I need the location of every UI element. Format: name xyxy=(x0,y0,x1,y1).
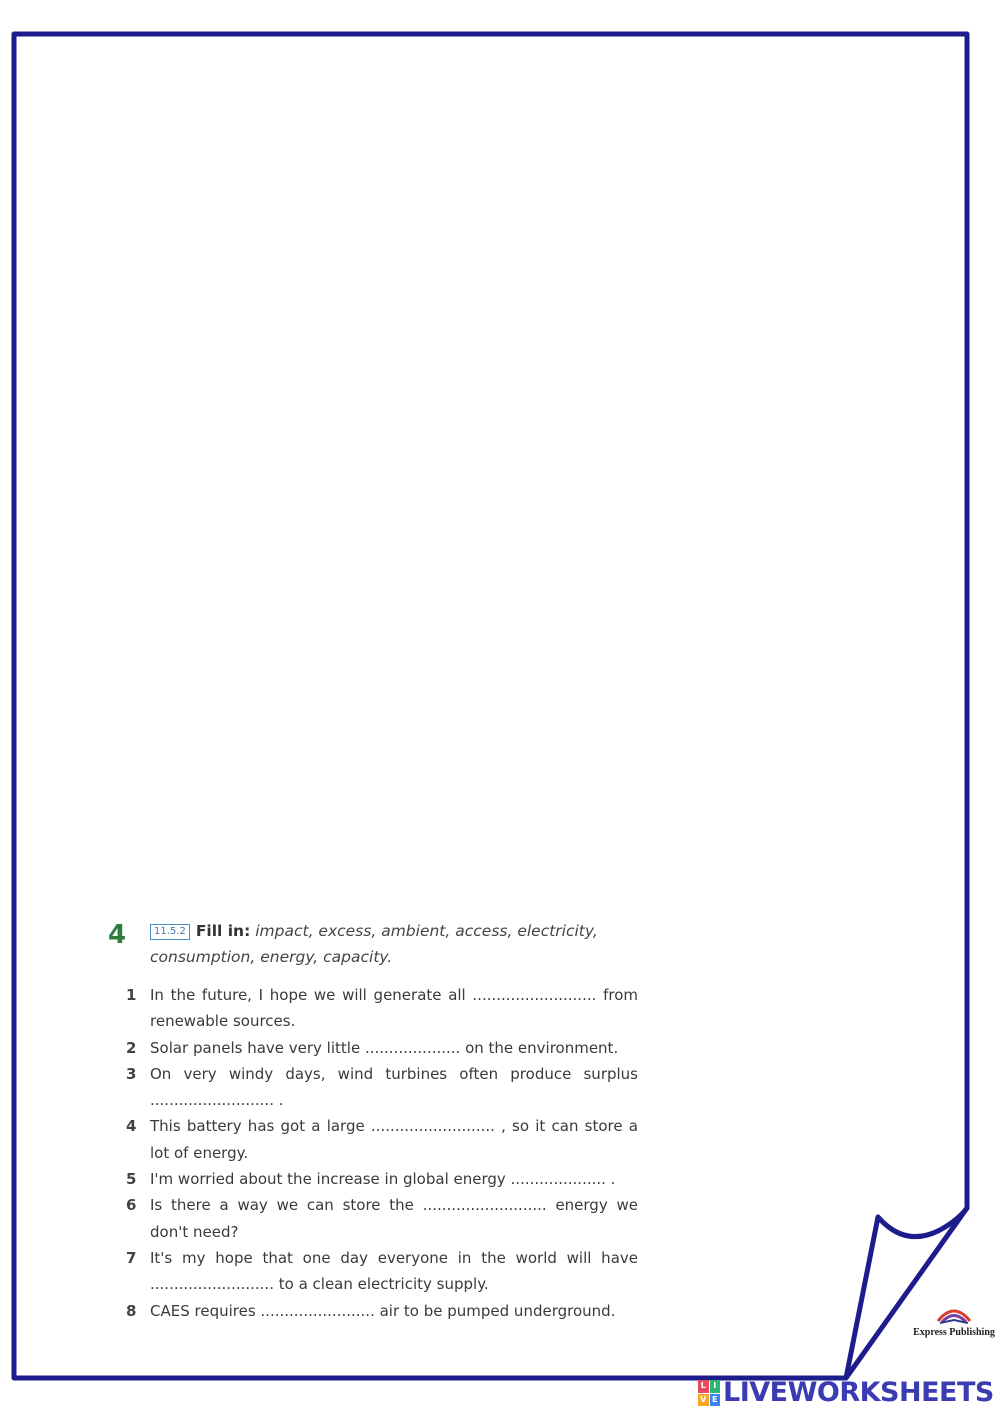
exercise-items xyxy=(108,982,638,1324)
item-text: I'm worried about the increase in global energy .................... . xyxy=(150,1170,616,1189)
item-number: 5 xyxy=(126,1170,137,1189)
exercise-item xyxy=(108,1245,638,1298)
word-list: impact, excess, ambient, access, electricity, consumption, energy, capacity. xyxy=(150,922,598,966)
exercise-item xyxy=(108,1061,638,1114)
publisher-logo xyxy=(906,1303,1000,1339)
exercise-item xyxy=(108,1166,638,1192)
item-text: This battery has got a large .......................... , so it can store a lot of energy. xyxy=(150,1117,638,1162)
item-number: 3 xyxy=(126,1064,137,1083)
exercise-item xyxy=(108,1113,638,1166)
instruction-label: Fill in: xyxy=(195,922,251,940)
item-number: 6 xyxy=(126,1196,137,1215)
badge-letter: L xyxy=(698,1380,709,1393)
liveworksheets-wordmark: LIVEWORKSHEETS xyxy=(723,1377,994,1408)
item-text: It's my hope that one day everyone in the world will have .......................... to a clean electricity supply. xyxy=(150,1248,638,1294)
liveworksheets-badge-icon xyxy=(698,1380,720,1406)
item-text: Is there a way we can store the .......................... energy we don't need? xyxy=(150,1196,638,1241)
exercise-item xyxy=(108,1192,638,1245)
exercise-number: 4 xyxy=(108,920,127,950)
reference-badge: 11.5.2 xyxy=(150,924,190,940)
item-number: 2 xyxy=(126,1038,137,1057)
exercise-heading xyxy=(108,918,638,970)
item-text: Solar panels have very little .................... on the environment. xyxy=(150,1038,619,1057)
item-text: CAES requires ........................ air to be pumped underground. xyxy=(150,1301,616,1320)
item-number: 1 xyxy=(126,986,137,1004)
exercise-item xyxy=(108,1298,638,1324)
item-text: On very windy days, wind turbines often produce surplus .......................... . xyxy=(150,1064,638,1110)
badge-letter: E xyxy=(710,1394,721,1407)
liveworksheets-logo xyxy=(698,1378,994,1408)
exercise-4 xyxy=(108,918,638,1324)
exercise-item xyxy=(108,1035,638,1061)
item-number: 4 xyxy=(126,1117,137,1136)
badge-letter: V xyxy=(698,1394,709,1407)
badge-letter: I xyxy=(710,1380,721,1393)
open-book-icon xyxy=(934,1303,974,1325)
item-number: 7 xyxy=(126,1248,137,1267)
item-text: In the future, I hope we will generate all .......................... from renewable sources. xyxy=(150,986,638,1031)
publisher-name: Express Publishing xyxy=(913,1327,995,1338)
item-number: 8 xyxy=(126,1301,137,1320)
exercise-item xyxy=(108,982,638,1035)
